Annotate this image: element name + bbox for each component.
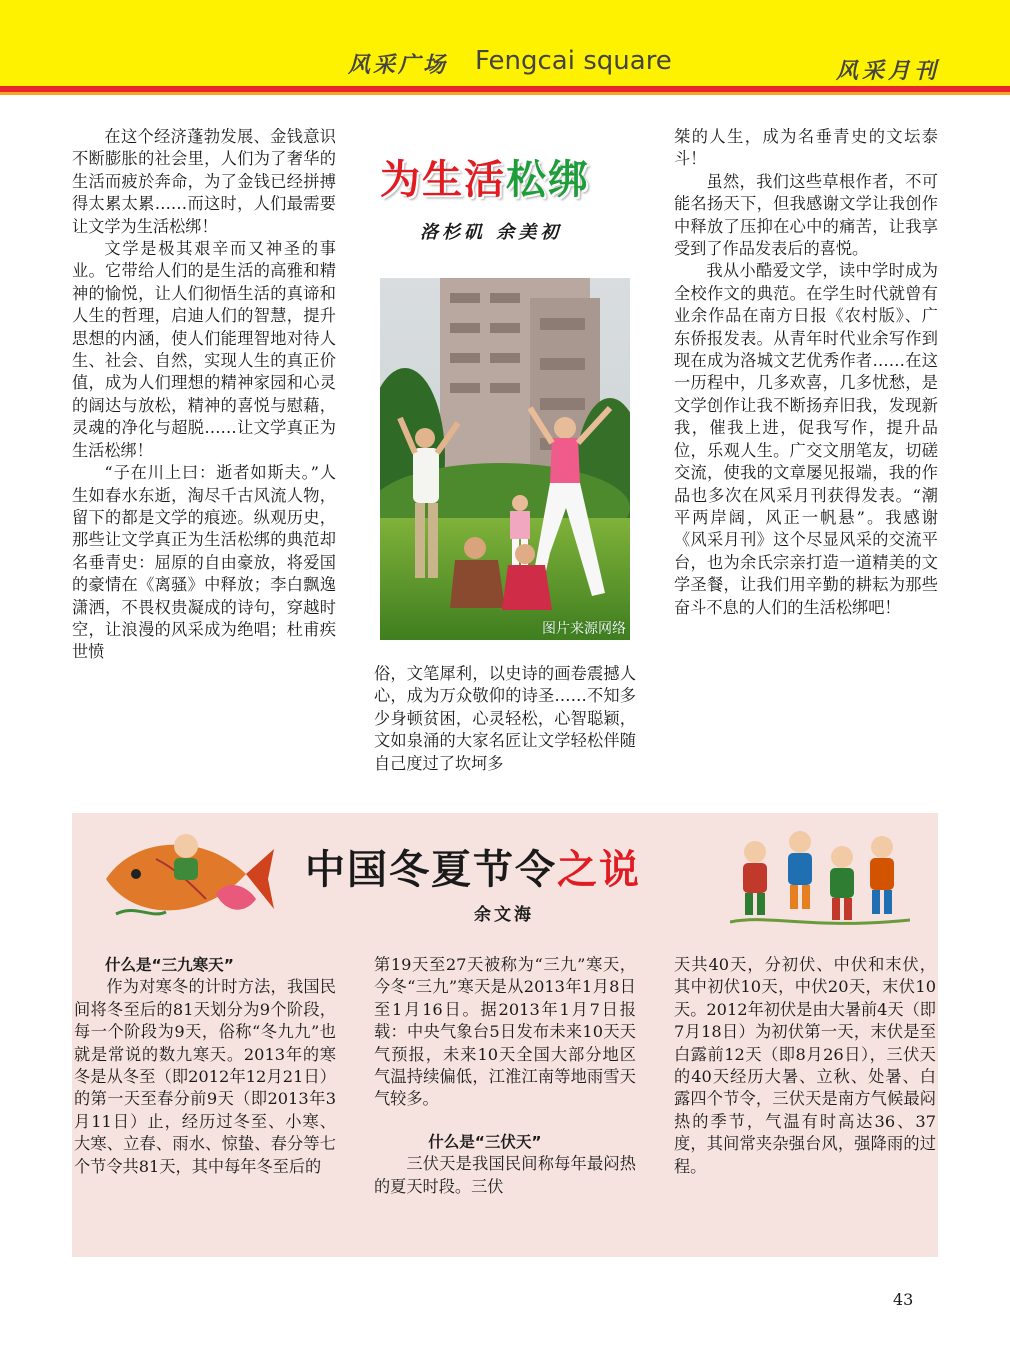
article1-column-2 (374, 663, 636, 775)
article2-title (305, 838, 641, 895)
paragraph: 第19天至27天被称为“三九”寒天，今冬“三九”寒天是从2013年1月8日至1月16日。据2013年1月7日报载：中央气象台5日发布未来10天天气预报，未来10天全国大部分地区气温持续偏低，江淮江南等地雨雪天气较多。 (374, 955, 636, 1109)
photo-caption: 图片来源网络 (542, 621, 626, 637)
paragraph: 虽然，我们这些草根作者，不可能名扬天下，但我感谢文学让我创作中释放了压抑在心中的痛苦，让我享受到了作品发表后的喜悦。 (674, 171, 938, 259)
magazine-name: 风采月刊 (836, 58, 941, 84)
section-title-en: Fengcai square (475, 46, 672, 76)
header-divider-orange (0, 92, 1010, 95)
article2-column-2 (374, 954, 636, 1198)
paragraph: 天共40天，分初伏、中伏和末伏，其中初伏10天，中伏20天，末伏10天。2012年初伏是由大暑前4天（即7月18日）为初伏第一天，末伏是至白露前12天（即8月26日），三伏天的40天经历大暑、立秋、处暑、白露四个节令，三伏天是南方气候最闷热的季节，气温有时高达36、37度，其间常夹杂强台风，强降雨的过程。 (674, 955, 936, 1176)
article1-column-3 (674, 126, 938, 619)
paragraph: “子在川上曰：逝者如斯夫。”人生如春水东逝，淘尽千古风流人物，留下的都是文学的痕迹。纵观历史，那些让文学真正为生活松绑的典范却名垂青史：屈原的自由豪放，将爱国的豪情在《离骚》中释放；李白飘逸潇洒，不畏权贵凝成的诗句，穿越时空，让浪漫的风采成为绝唱；杜甫疾世愤 (72, 463, 336, 662)
article2-author: 余文海 (474, 905, 534, 925)
page-number: 43 (893, 1290, 914, 1309)
article1-authors: 洛杉矶 余美初 (420, 222, 563, 243)
title-main: 中国冬夏节令 (305, 847, 557, 893)
paragraph: 作为对寒冬的计时方法，我国民间将冬至后的81天划分为9个阶段，每一个阶段为9天，俗称“冬九九”也就是常说的数九寒天。2013年的寒冬是从冬至（即2012年12月21日）的第一天至春分前9天（即2013年3月11日）止，经历过冬至、小寒、大寒、立春、雨水、惊蛰、春分等七个节令共81天，其中每年冬至后的 (74, 977, 336, 1176)
article2-column-3 (674, 954, 936, 1178)
fish-child-decoration-icon (96, 824, 276, 934)
paragraph: 三伏天是我国民间称每年最闷热的夏天时段。三伏 (374, 1154, 636, 1196)
family-photo (380, 278, 630, 640)
article2-column-1 (74, 954, 336, 1178)
title-accent: 之说 (557, 847, 641, 893)
article1-column-1 (72, 126, 336, 664)
subheading: 什么是“三伏天” (428, 1132, 542, 1151)
paragraph: 俗，文笔犀利，以史诗的画卷震撼人心，成为万众敬仰的诗圣……不知多少身顿贫困，心灵轻松，心智聪颖，文如泉涌的大家名匠让文学轻松伴随自己度过了坎坷多 (374, 664, 636, 773)
title-part-green: 松绑 (506, 157, 590, 203)
subheading: 什么是“三九寒天” (105, 956, 234, 974)
paragraph: 在这个经济蓬勃发展、金钱意识不断膨胀的社会里，人们为了奢华的生活而疲於奔命，为了金钱已经拼搏得太累太累……而这时，人们最需要让文学为生活松绑！ (72, 127, 336, 236)
title-part-red: 为生活 (380, 157, 506, 203)
paragraph: 文学是极其艰辛而又神圣的事业。它带给人们的是生活的高雅和精神的愉悦，让人们彻悟生活的真谛和人生的哲理，启迪人们的智慧，提升思想的内涵，使人们能理智地对待人生、社会、自然，实现人生的真正价值，成为人们理想的精神家园和心灵的阔达与放松，精神的喜悦与慰藉，灵魂的净化与超脱……让文学真正为生活松绑！ (72, 239, 336, 460)
paragraph: 桀的人生，成为名垂青史的文坛泰斗！ (674, 127, 938, 169)
photo-illustration (380, 278, 630, 640)
article1-title (380, 148, 640, 203)
paragraph: 我从小酷爱文学，读中学时成为全校作文的典范。在学生时代就曾有业余作品在南方日报《农村版》、广东侨报发表。从青年时代业余写作到现在成为洛城文艺优秀作者……在这一历程中，几多欢喜，几多忧愁，是文学创作让我不断扬弃旧我，发现新我，催我上进，促我写作，提升品位，乐观人生。广交文朋笔友，切磋交流，使我的文章屡见报端，我的作品也多次在风采月刊获得发表。“潮平两岸阔，风正一帆悬”。我感谢《风采月刊》这个尽显风采的交流平台，也为余氏宗亲打造一道精美的文学圣餐，让我们用辛勤的耕耘为那些奋斗不息的人们的生活松绑吧！ (674, 261, 938, 617)
children-decoration-icon (730, 822, 910, 934)
section-title-cn: 风采广场 (348, 52, 449, 78)
